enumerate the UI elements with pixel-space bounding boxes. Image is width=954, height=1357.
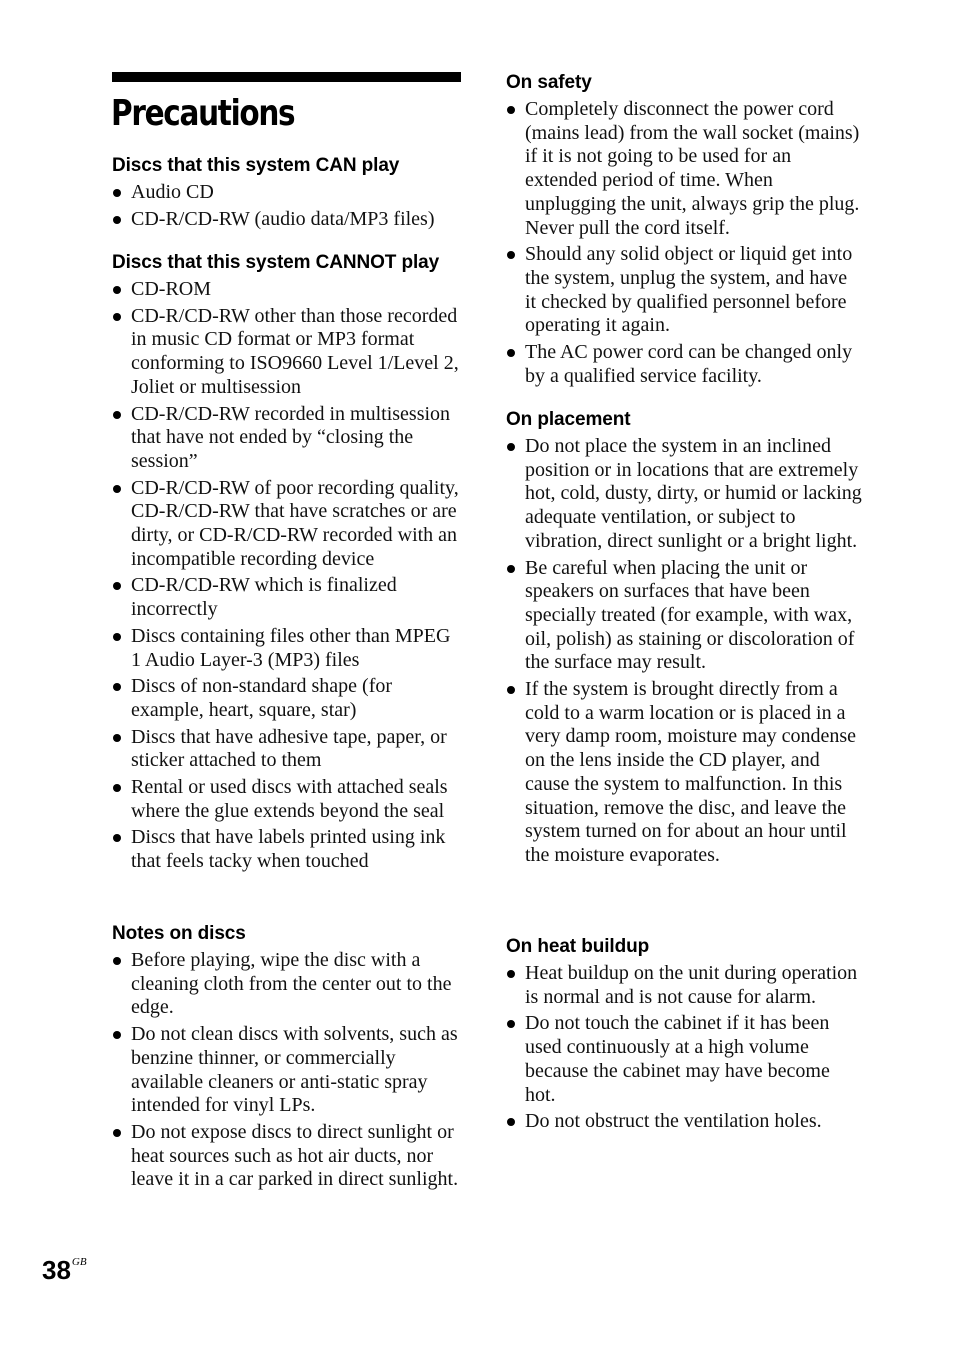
bullet-icon: [113, 313, 121, 321]
bullet-list: [112, 278, 464, 874]
bullet-icon: [507, 565, 515, 573]
bullet-icon: [113, 784, 121, 792]
section-notes-on-discs: [112, 923, 464, 1192]
list-item-text: CD-R/CD-RW (audio data/MP3 files): [131, 207, 435, 230]
bullet-icon: [113, 189, 121, 197]
bullet-icon: [113, 834, 121, 842]
list-item: [112, 181, 464, 205]
bullet-icon: [113, 216, 121, 224]
list-item-text: CD-ROM: [131, 278, 212, 300]
section-on-placement: [506, 409, 862, 868]
list-item-text: Rental or used discs with attached seals where the glue extends beyond the seal: [131, 776, 448, 822]
list-item: [112, 278, 464, 302]
list-item-text: Discs that have adhesive tape, paper, or sticker attached to them: [131, 725, 447, 772]
section-can-play: [112, 155, 464, 231]
list-item: [506, 98, 862, 240]
title-rule: [112, 72, 461, 82]
bullet-icon: [113, 683, 121, 691]
list-item: [506, 962, 862, 1009]
list-item-text: Do not place the system in an inclined position or in locations that are extremely hot, cold, dusty, dirty, or humid or lacking adequate ventilation, or subject to vibration, direct sunlight or a bright light.: [525, 435, 862, 552]
bullet-list: [506, 435, 862, 868]
section-on-heat-buildup: [506, 936, 862, 1134]
bullet-icon: [113, 582, 121, 590]
section-cannot-play: [112, 252, 464, 874]
bullet-icon: [507, 106, 515, 114]
list-item: [112, 726, 464, 773]
list-item: [506, 341, 862, 388]
list-item-text: Do not expose discs to direct sunlight or heat sources such as hot air ducts, nor leave it in a car parked in direct sunlight.: [131, 1120, 459, 1191]
bullet-icon: [113, 286, 121, 294]
bullet-icon: [507, 443, 515, 451]
list-item: [112, 949, 464, 1020]
bullet-icon: [507, 1020, 515, 1028]
page-title: Precautions: [111, 93, 295, 134]
bullet-icon: [507, 251, 515, 259]
list-item: [112, 574, 464, 621]
page-number: [42, 1245, 87, 1287]
list-item-text: Discs that have labels printed using ink that feels tacky when touched: [131, 826, 446, 873]
list-item-text: Do not obstruct the ventilation holes.: [525, 1110, 822, 1133]
bullet-icon: [507, 349, 515, 357]
list-item-text: Do not touch the cabinet if it has been used continuously at a high volume because the cabinet may have become hot.: [525, 1012, 830, 1106]
bullet-list: [506, 962, 862, 1134]
list-item-text: CD-R/CD-RW which is finalized incorrectly: [131, 574, 397, 621]
bullet-icon: [507, 686, 515, 694]
bullet-icon: [507, 1118, 515, 1126]
page-number-suffix: GB: [71, 1256, 87, 1268]
list-item-text: Be careful when placing the unit or speakers on surfaces that have been specially treated (for example, with wax, oil, polish) as staining or discoloration of the surface may result.: [525, 556, 855, 674]
bullet-icon: [113, 1031, 121, 1039]
list-item-text: Should any solid object or liquid get into the system, unplug the system, and have it checked by qualified personnel before operating it again.: [525, 243, 853, 337]
page-number-value: 38: [42, 1255, 71, 1285]
list-item: [112, 477, 464, 572]
bullet-list: [506, 98, 862, 388]
bullet-icon: [113, 485, 121, 493]
list-item-text: Heat buildup on the unit during operation is normal and is not cause for alarm.: [525, 962, 858, 1008]
section-heading: Discs that this system CANNOT play: [112, 252, 440, 273]
list-item-text: CD-R/CD-RW of poor recording quality, CD-R/CD-RW that have scratches or are dirty, or CD-R/CD-RW recorded with an incompatible recording device: [131, 476, 459, 570]
section-on-safety: [506, 72, 862, 388]
list-item: [506, 678, 862, 868]
list-item: [112, 1121, 464, 1192]
bullet-icon: [113, 1129, 121, 1137]
list-item-text: CD-R/CD-RW other than those recorded in music CD format or MP3 format conforming to ISO9660 Level 1/Level 2, Joliet or multisession: [131, 304, 459, 398]
list-item: [506, 557, 862, 676]
list-item-text: Do not clean discs with solvents, such as benzine thinner, or commercially available cleaners or anti-static spray intended for vinyl LPs.: [131, 1023, 458, 1117]
list-item: [112, 1023, 464, 1118]
bullet-list: [112, 949, 464, 1192]
list-item-text: If the system is brought directly from a cold to a warm location or is placed in a very damp room, moisture may condense on the lens inside the CD player, and cause the system to malfunction. In this situation, remove the disc, and leave the system turned on for about an hour until the moisture evaporates.: [525, 678, 857, 866]
list-item: [506, 435, 862, 554]
list-item-text: Audio CD: [131, 181, 214, 203]
section-heading: On placement: [506, 409, 631, 430]
list-item: [112, 403, 464, 474]
list-item-text: The AC power cord can be changed only by a qualified service facility.: [525, 341, 853, 387]
list-item: [112, 675, 464, 722]
bullet-icon: [507, 970, 515, 978]
section-heading: On heat buildup: [506, 936, 650, 957]
section-heading: Discs that this system CAN play: [112, 155, 400, 176]
list-item: [112, 625, 464, 672]
list-item: [112, 776, 464, 823]
bullet-icon: [113, 411, 121, 419]
list-item: [112, 305, 464, 400]
bullet-icon: [113, 734, 121, 742]
section-heading: On safety: [506, 72, 592, 93]
list-item-text: Discs of non-standard shape (for example, heart, square, star): [131, 675, 393, 721]
list-item: [112, 826, 464, 873]
section-heading: Notes on discs: [112, 923, 246, 944]
list-item: [506, 243, 862, 338]
bullet-icon: [113, 633, 121, 641]
list-item: [506, 1110, 862, 1134]
list-item: [112, 208, 464, 232]
bullet-icon: [113, 957, 121, 965]
list-item-text: CD-R/CD-RW recorded in multisession that have not ended by “closing the session”: [131, 402, 451, 472]
list-item-text: Before playing, wipe the disc with a cleaning cloth from the center out to the edge.: [131, 949, 452, 1019]
list-item-text: Discs containing files other than MPEG 1 Audio Layer-3 (MP3) files: [131, 624, 451, 671]
list-item: [506, 1012, 862, 1107]
bullet-list: [112, 181, 464, 231]
list-item-text: Completely disconnect the power cord (mains lead) from the wall socket (mains) if it is not going to be used for an extended period of time. When unplugging the unit, always grip the plug. Never pull the cord itself.: [525, 98, 860, 239]
